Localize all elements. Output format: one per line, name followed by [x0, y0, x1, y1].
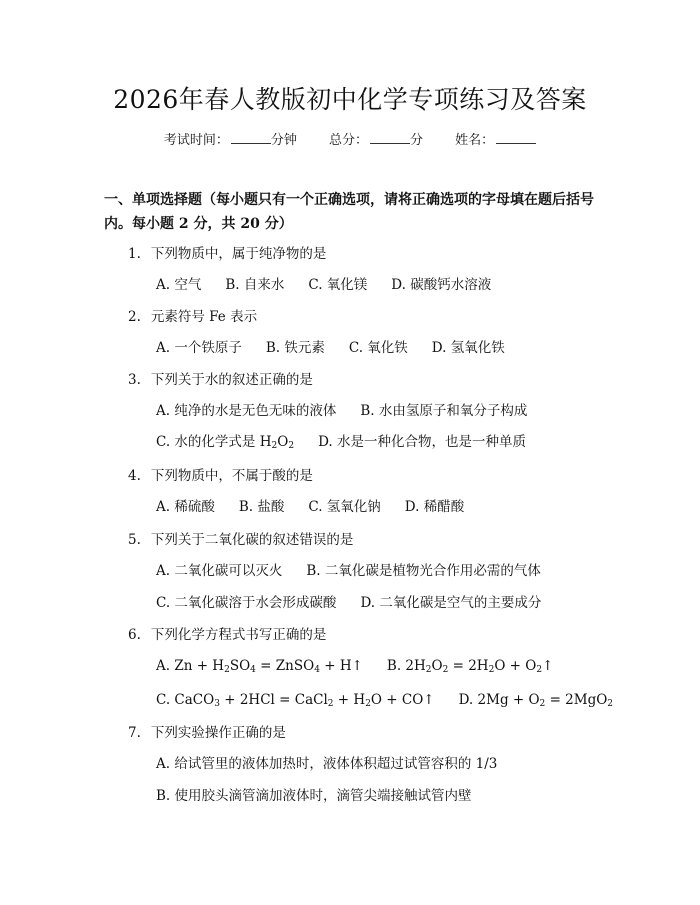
option-c-label: C. — [156, 692, 171, 708]
question-text: 下列关于水的叙述正确的是 — [150, 372, 313, 388]
score-unit: 分 — [410, 133, 424, 148]
option-b: B. $2H_2O_2 = 2H_2O$ + $O_2↑$ — [386, 658, 554, 675]
question-6-options-row1 — [156, 656, 577, 680]
score-label: 总分： — [328, 133, 368, 148]
name-blank — [496, 130, 536, 144]
question-7-option-b: B. 使用胶头滴管滴加液体时，滴管尖端接触试管内壁 — [156, 788, 472, 804]
option-d: D. 二氧化碳是空气的主要成分 — [360, 595, 542, 611]
question-number: 6. — [128, 627, 141, 643]
question-1 — [128, 244, 326, 264]
question-4 — [128, 466, 313, 486]
option-c: C. 二氧化碳溶于水会形成碳酸 — [156, 595, 337, 611]
question-text: 下列化学方程式书写正确的是 — [150, 627, 327, 643]
question-number: 7. — [128, 725, 141, 741]
option-d: D. 碳酸钙水溶液 — [391, 277, 492, 293]
option-a: A. $Zn + H_2SO_4$ = ZnSO$_4$ + H↑ — [156, 658, 363, 675]
question-5-options-row1 — [156, 561, 565, 581]
question-2-options — [156, 338, 529, 358]
question-number: 4. — [128, 468, 141, 484]
option-a: A. 空气 — [156, 277, 202, 293]
option-c: C. 氢氧化钠 — [308, 499, 381, 515]
option-c-text: C. 水的化学式是 — [156, 434, 256, 450]
question-text: 下列物质中，不属于酸的是 — [150, 468, 313, 484]
question-5-options-row2 — [156, 593, 565, 613]
question-number: 2. — [128, 309, 141, 325]
option-c: C. 水的化学式是 $H_2O_2$ — [156, 434, 295, 451]
score-blank — [370, 130, 410, 144]
section-heading: 一、单项选择题（每小题只有一个正确选项，请将正确选项的字母填在题后括号内。每小题 2 分，共 20 分） — [104, 192, 594, 232]
option-d: D. 氢氧化铁 — [431, 340, 505, 356]
question-text: 下列物质中，属于纯净物的是 — [150, 246, 327, 262]
question-3-options-row2 — [156, 432, 550, 456]
question-text: 元素符号 Fe 表示 — [150, 309, 258, 325]
option-a: A. 二氧化碳可以灭火 — [156, 563, 283, 579]
name-label: 姓名： — [455, 133, 495, 148]
time-blank — [231, 130, 271, 144]
option-c: C. 氧化镁 — [308, 277, 368, 293]
option-d-label: D. — [458, 692, 474, 708]
option-b: B. 盐酸 — [238, 499, 285, 515]
total-score — [329, 130, 423, 151]
page-title: 2026年春人教版初中化学专项练习及答案 — [113, 85, 587, 114]
question-7-option-a: A. 给试管里的液体加热时，液体体积超过试管容积的 1/3 — [156, 756, 498, 772]
time-unit: 分钟 — [270, 133, 297, 148]
option-b: B. 二氧化碳是植物光合作用必需的气体 — [306, 563, 541, 579]
question-6-options-row2 — [156, 690, 637, 714]
question-3 — [128, 370, 313, 390]
question-number: 3. — [128, 372, 141, 388]
question-number: 1. — [128, 246, 141, 262]
question-1-options — [156, 275, 515, 295]
option-b: B. 铁元素 — [265, 340, 325, 356]
option-c: C. CaCO$_3$ + 2HCl = CaCl$_2$ + $H_2O$ + CO↑ — [156, 692, 435, 709]
question-5 — [128, 530, 353, 550]
question-3-options-row1 — [156, 401, 551, 421]
option-d: D. 稀醋酸 — [404, 499, 465, 515]
question-7 — [128, 723, 286, 743]
option-a-label: A. — [156, 658, 171, 674]
student-name — [455, 130, 536, 151]
time-label: 考试时间： — [163, 133, 229, 148]
option-a: A. 稀硫酸 — [156, 499, 215, 515]
option-c: C. 氧化铁 — [348, 340, 408, 356]
option-a: A. 一个铁原子 — [156, 340, 242, 356]
question-text: 下列实验操作正确的是 — [150, 725, 286, 741]
option-d: D. 水是一种化合物，也是一种单质 — [318, 434, 526, 450]
question-4-options — [156, 497, 488, 517]
option-b: B. 水由氢原子和氧分子构成 — [360, 403, 528, 419]
exam-time — [164, 130, 297, 151]
option-a: A. 纯净的水是无色无味的液体 — [156, 403, 337, 419]
option-b-label: B. — [386, 658, 402, 674]
exam-meta — [0, 130, 700, 151]
question-6 — [128, 625, 326, 645]
option-b: B. 自来水 — [225, 277, 285, 293]
question-2 — [128, 307, 257, 327]
question-number: 5. — [128, 532, 141, 548]
question-text: 下列关于二氧化碳的叙述错误的是 — [150, 532, 354, 548]
option-d: D. $2Mg + O_2 = 2MgO_2$ — [458, 692, 614, 709]
